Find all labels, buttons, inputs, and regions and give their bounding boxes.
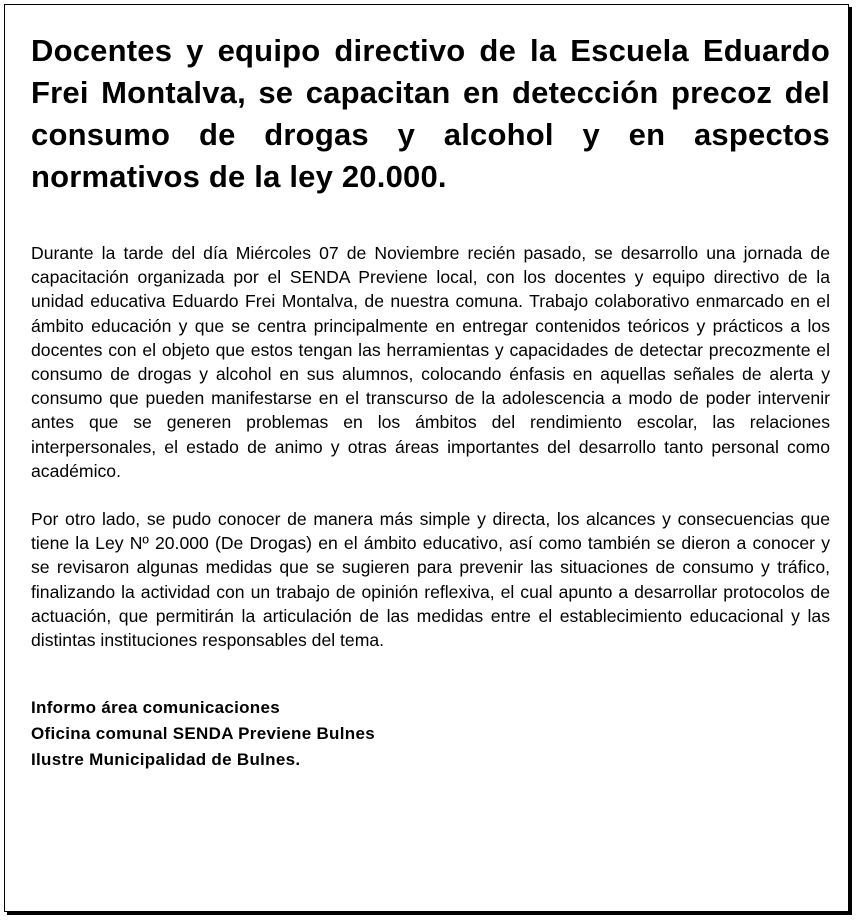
signature-line-2: Oficina comunal SENDA Previene Bulnes: [31, 724, 375, 744]
document-frame: [4, 4, 849, 912]
signature-block: [31, 695, 830, 773]
article: [31, 30, 830, 773]
article-paragraph-2: Por otro lado, se pudo conocer de manera más simple y directa, los alcances y consecuencias que tiene la Ley Nº 20.000 (De Drogas) en el ámbito educativo, así como también se dieron a conocer y se revisaron algunas medidas que se sugieren para prevenir las situaciones de consumo y tráfico, finalizando la actividad con un trabajo de opinión reflexiva, el cual apunto a desarrollar protocolos de actuación, que permitirán la articulación de las medidas entre el establecimiento educacional y las distintas instituciones responsables del tema.: [31, 509, 830, 651]
signature-line-1: Informo área comunicaciones: [31, 698, 281, 718]
article-headline: Docentes y equipo directivo de la Escuela Eduardo Frei Montalva, se capacitan en detección precoz del consumo de drogas y alcohol y en aspectos normativos de la ley 20.000.: [31, 33, 830, 194]
signature-line-3: Ilustre Municipalidad de Bulnes.: [31, 750, 301, 770]
article-paragraph-1: Durante la tarde del día Miércoles 07 de Noviembre recién pasado, se desarrollo una jornada de capacitación organizada por el SENDA Previene local, con los docentes y equipo directivo de la unidad educativa Eduardo Frei Montalva, de nuestra comuna. Trabajo colaborativo enmarcado en el ámbito educación y que se centra principalmente en entregar contenidos teóricos y prácticos a los docentes con el objeto que estos tengan las herramientas y capacidades de detectar precozmente el consumo de drogas y alcohol en sus alumnos, colocando énfasis en aquellas señales de alerta y consumo que pueden manifestarse en el transcurso de la adolescencia a modo de poder intervenir antes que se generen problemas en los ámbitos del rendimiento escolar, las relaciones interpersonales, el estado de animo y otras áreas importantes del desarrollo tanto personal como académico.: [31, 243, 830, 481]
